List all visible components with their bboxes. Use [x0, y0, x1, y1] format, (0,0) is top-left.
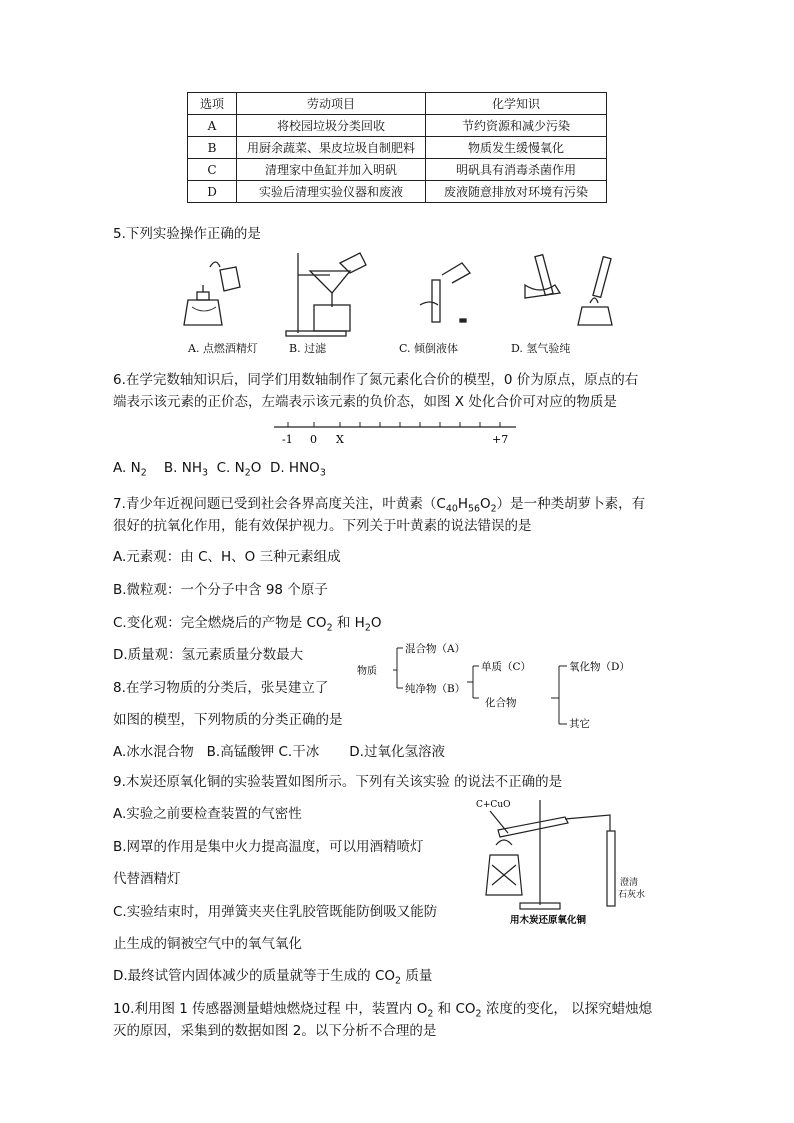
q6-stem-line2: 端表示该元素的正价态，左端表示该元素的负价态，如图 X 处化合价可对应的物质是 [113, 394, 617, 410]
q5-caption-a: A. 点燃酒精灯 [188, 342, 258, 355]
limewater-label-line1: 澄清 [620, 878, 639, 888]
q7-option-a: A.元素观：由 C、H、O 三种元素组成 [113, 549, 341, 565]
table-cell: 明矾具有消毒杀菌作用 [426, 159, 607, 181]
reagent-label: C+CuO [476, 800, 511, 810]
q5-figures [180, 245, 620, 340]
q8-options: A.冰水混合物 B.高锰酸钾 C.干冰 D.过氧化氢溶液 [113, 744, 445, 760]
q9-option-c-line1: C.实验结束时，用弹簧夹夹住乳胶管既能防倒吸又能防 [113, 904, 438, 920]
q10-stem-line2: 灭的原因，采集到的数据如图 2。以下分析不合理的是 [113, 1023, 437, 1039]
table-cell: 清理家中鱼缸并加入明矾 [237, 159, 426, 181]
q6-option-b: B. NH [163, 460, 202, 476]
axis-label: 0 [310, 433, 317, 446]
axis-label: X [336, 433, 344, 446]
diagram-mixture: 混合物（A） [405, 643, 466, 655]
q9-apparatus-figure [470, 795, 670, 930]
table-row [188, 115, 607, 137]
table-cell: D [188, 181, 237, 203]
q7-stem-line2: 很好的抗氧化作用，能有效保护视力。下列关于叶黄素的说法错误的是 [113, 518, 532, 534]
diagram-compound: 化合物 [485, 697, 517, 709]
q9-option-d: D.最终试管内固体减少的质量就等于生成的 $CO_2$ 质量 [113, 968, 433, 987]
number-axis [270, 418, 520, 448]
q6-option-a: A. N [113, 460, 141, 476]
q6-stem-line1: 6.在学完数轴知识后，同学们用数轴制作了氮元素化合价的模型，0 价为原点，原点的右 [113, 372, 639, 388]
q9-option-b-line1: B.网罩的作用是集中火力提高温度，可以用酒精喷灯 [113, 839, 424, 855]
q7-option-b: B.微粒观：一个分子中含 98 个原子 [113, 582, 328, 598]
table-cell: B [188, 137, 237, 159]
table-cell: 物质发生缓慢氧化 [426, 137, 607, 159]
q9-stem: 9.木炭还原氧化铜的实验装置如图所示。下列有关该实验 的说法不正确的是 [113, 774, 563, 790]
q9-option-c-line2: 止生成的铜被空气中的氧气氧化 [113, 936, 302, 952]
table-cell: C [188, 159, 237, 181]
q7-option-d: D.质量观：氢元素质量分数最大 [113, 647, 304, 663]
axis-label: +7 [492, 433, 509, 446]
q5-stem: 5.下列实验操作正确的是 [113, 226, 261, 242]
hydrogen-test-figure [525, 255, 612, 325]
classification-diagram [355, 636, 685, 728]
table-header-row [188, 93, 607, 115]
diagram-oxide: 氧化物（D） [569, 661, 630, 673]
q6-options: A. $N_2$ B. $NH_3$ C. $N_2O$ D. $HNO_3$ [113, 460, 326, 479]
table-header: 化学知识 [426, 93, 607, 115]
table-cell: 用厨余蔬菜、果皮垃圾自制肥料 [237, 137, 426, 159]
table-cell: A [188, 115, 237, 137]
diagram-pure: 纯净物（B） [405, 683, 466, 695]
q6-option-c: C. N [216, 460, 245, 476]
table-cell: 节约资源和减少污染 [426, 115, 607, 137]
table-cell: 废液随意排放对环境有污染 [426, 181, 607, 203]
table-cell: 实验后清理实验仪器和废液 [237, 181, 426, 203]
diagram-root: 物质 [357, 666, 377, 677]
table-header: 选项 [188, 93, 237, 115]
diagram-element: 单质（C） [481, 661, 532, 673]
alcohol-lamp-figure [184, 262, 240, 325]
q5-caption-b: B. 过滤 [289, 342, 327, 355]
axis-label: -1 [282, 433, 293, 446]
table-row [188, 137, 607, 159]
q10-stem-line1: 10.利用图 1 传感器测量蜡烛燃烧过程 中，装置内 $O_2$ 和 $CO_2$ 浓度的变化， 以探究蜡烛熄 [113, 1001, 653, 1020]
table-row [188, 159, 607, 181]
table-header: 劳动项目 [237, 93, 426, 115]
table-row [188, 181, 607, 203]
q8-stem-line2: 如图的模型，下列物质的分类正确的是 [113, 712, 343, 728]
q6-option-d: D. HNO [269, 460, 320, 476]
filtration-figure [286, 253, 366, 336]
q5-caption-c: C. 倾倒液体 [399, 342, 459, 355]
q8-stem-line1: 8.在学习物质的分类后，张昊建立了 [113, 680, 329, 696]
q9-option-a: A.实验之前要检查装置的气密性 [113, 806, 302, 822]
q9-option-b-line2: 代替酒精灯 [113, 871, 181, 887]
diagram-other: 其它 [569, 718, 590, 728]
pouring-figure [420, 263, 470, 322]
q7-option-c: C.变化观：完全燃烧后的产物是 $CO_2$ 和 $H_2O$ [113, 615, 382, 634]
figure-caption: 用木炭还原氧化铜 [510, 915, 587, 926]
labor-table [187, 92, 607, 203]
q7-stem-line1: 7.青少年近视问题已受到社会各界高度关注，叶黄素$(C_{40}H_{56}O_2)$是一种类胡萝卜素，有 [113, 496, 646, 515]
table-cell: 将校园垃圾分类回收 [237, 115, 426, 137]
q5-caption-d: D. 氢气验纯 [511, 342, 571, 355]
limewater-label-line2: 石灰水 [618, 890, 646, 900]
